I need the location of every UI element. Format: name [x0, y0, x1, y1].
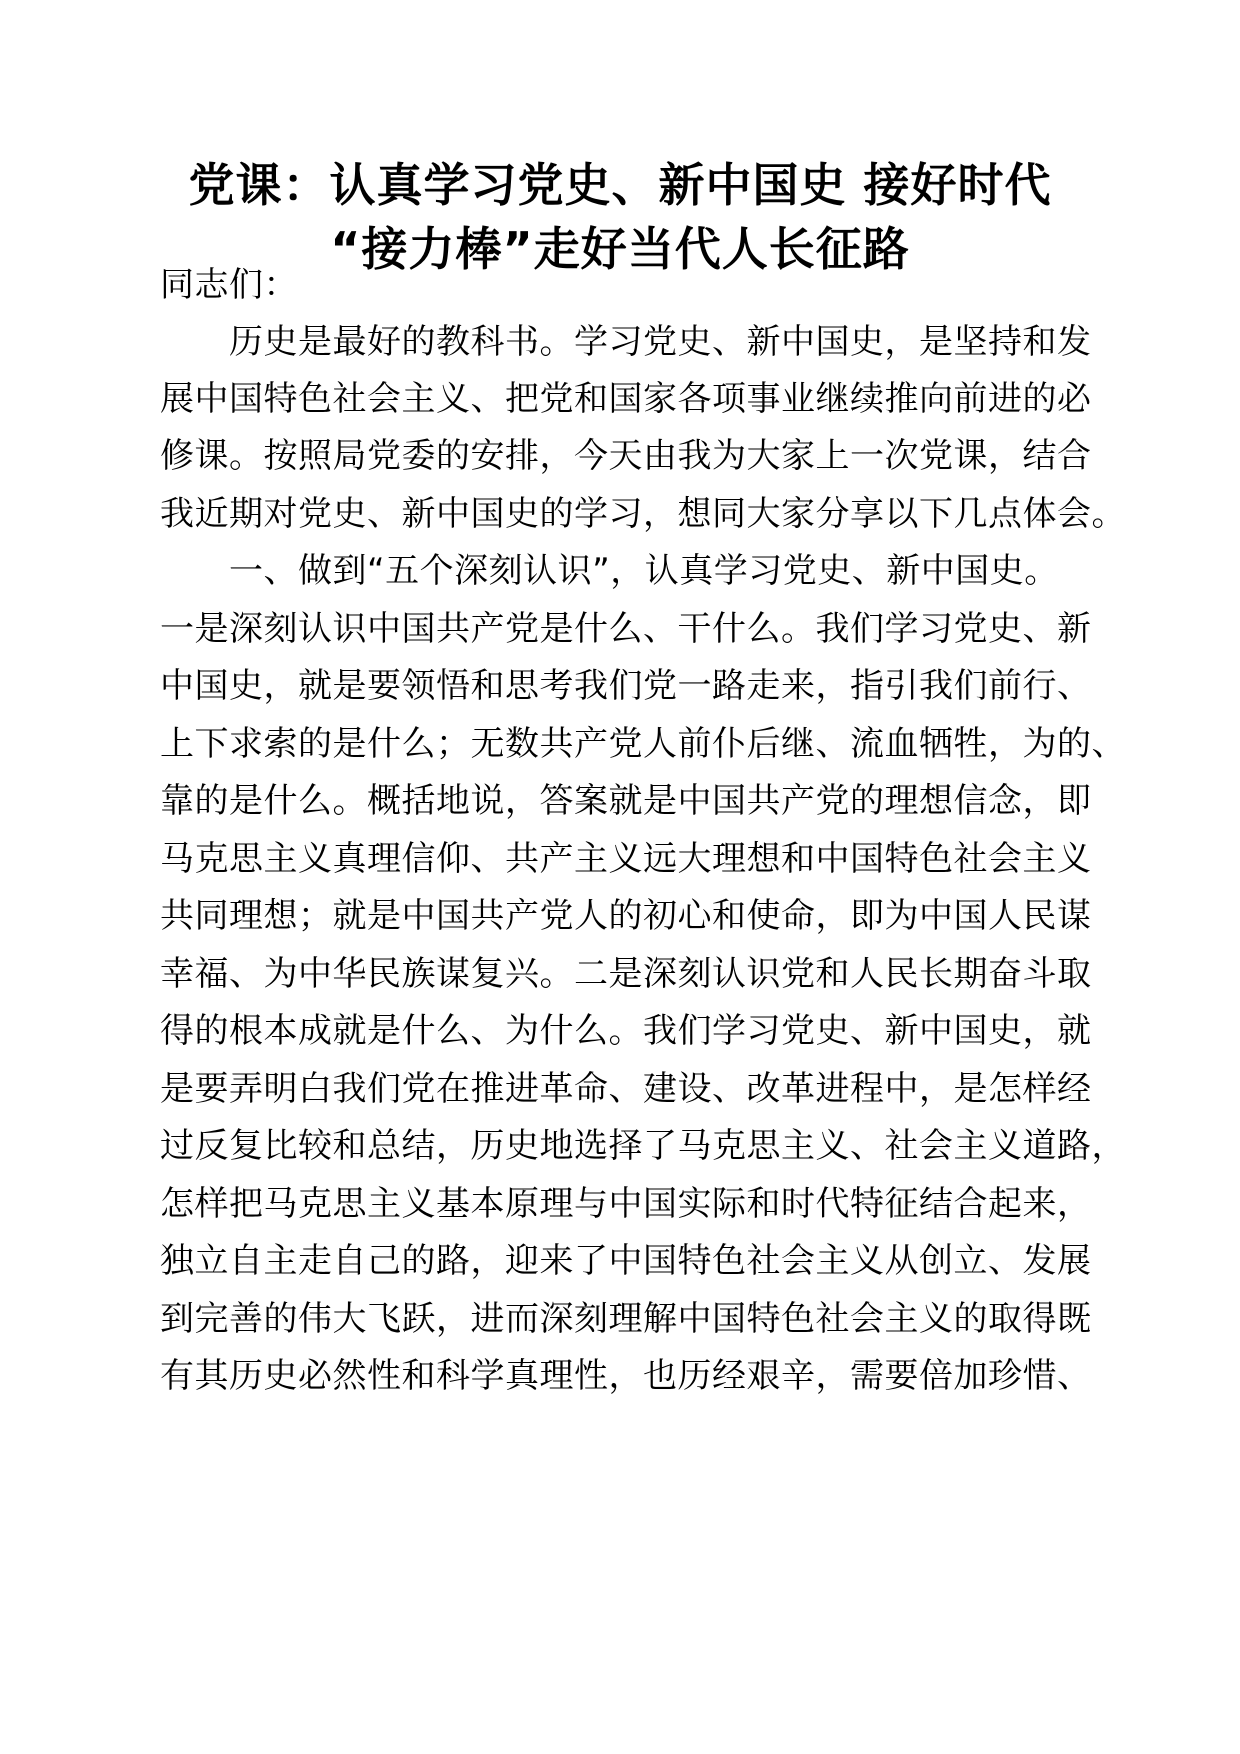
body-line: 我近期对党史、新中国史的学习，想同大家分享以下几点体会。 [160, 494, 1126, 534]
body-line: 修课。按照局党委的安排，今天由我为大家上一次党课，结合 [160, 436, 1092, 476]
document-title-line-2: “接力棒”走好当代人长征路 [330, 222, 910, 276]
body-line: 到完善的伟大飞跃，进而深刻理解中国特色社会主义的取得既 [160, 1299, 1092, 1339]
body-line: 历史是最好的教科书。学习党史、新中国史，是坚持和发 [160, 322, 1092, 362]
salutation: 同志们： [160, 265, 298, 305]
body-line: 过反复比较和总结，历史地选择了马克思主义、社会主义道路， [160, 1126, 1126, 1166]
body-line: 共同理想；就是中国共产党人的初心和使命，即为中国人民谋 [160, 896, 1092, 936]
body-line: 上下求索的是什么；无数共产党人前仆后继、流血牺牲，为的、 [160, 724, 1126, 764]
body-line: 马克思主义真理信仰、共产主义远大理想和中国特色社会主义 [160, 839, 1092, 879]
body-line: 展中国特色社会主义、把党和国家各项事业继续推向前进的必 [160, 379, 1092, 419]
body-line: 独立自主走自己的路，迎来了中国特色社会主义从创立、发展 [160, 1241, 1092, 1281]
body-line: 是要弄明白我们党在推进革命、建设、改革进程中，是怎样经 [160, 1069, 1092, 1109]
body-line: 得的根本成就是什么、为什么。我们学习党史、新中国史，就 [160, 1011, 1092, 1051]
body-line: 靠的是什么。概括地说，答案就是中国共产党的理想信念，即 [160, 781, 1092, 821]
body-line: 中国史，就是要领悟和思考我们党一路走来，指引我们前行、 [160, 666, 1092, 706]
body-line: 一是深刻认识中国共产党是什么、干什么。我们学习党史、新 [160, 609, 1092, 649]
body-line: 有其历史必然性和科学真理性，也历经艰辛，需要倍加珍惜、 [160, 1356, 1092, 1396]
section-heading-line: 一、做到“五个深刻认识”，认真学习党史、新中国史。 [160, 551, 1059, 591]
body-line: 幸福、为中华民族谋复兴。二是深刻认识党和人民长期奋斗取 [160, 954, 1092, 994]
document-title-line-1: 党课：认真学习党史、新中国史 接好时代 [188, 158, 1052, 212]
body-line: 怎样把马克思主义基本原理与中国实际和时代特征结合起来， [160, 1184, 1092, 1224]
